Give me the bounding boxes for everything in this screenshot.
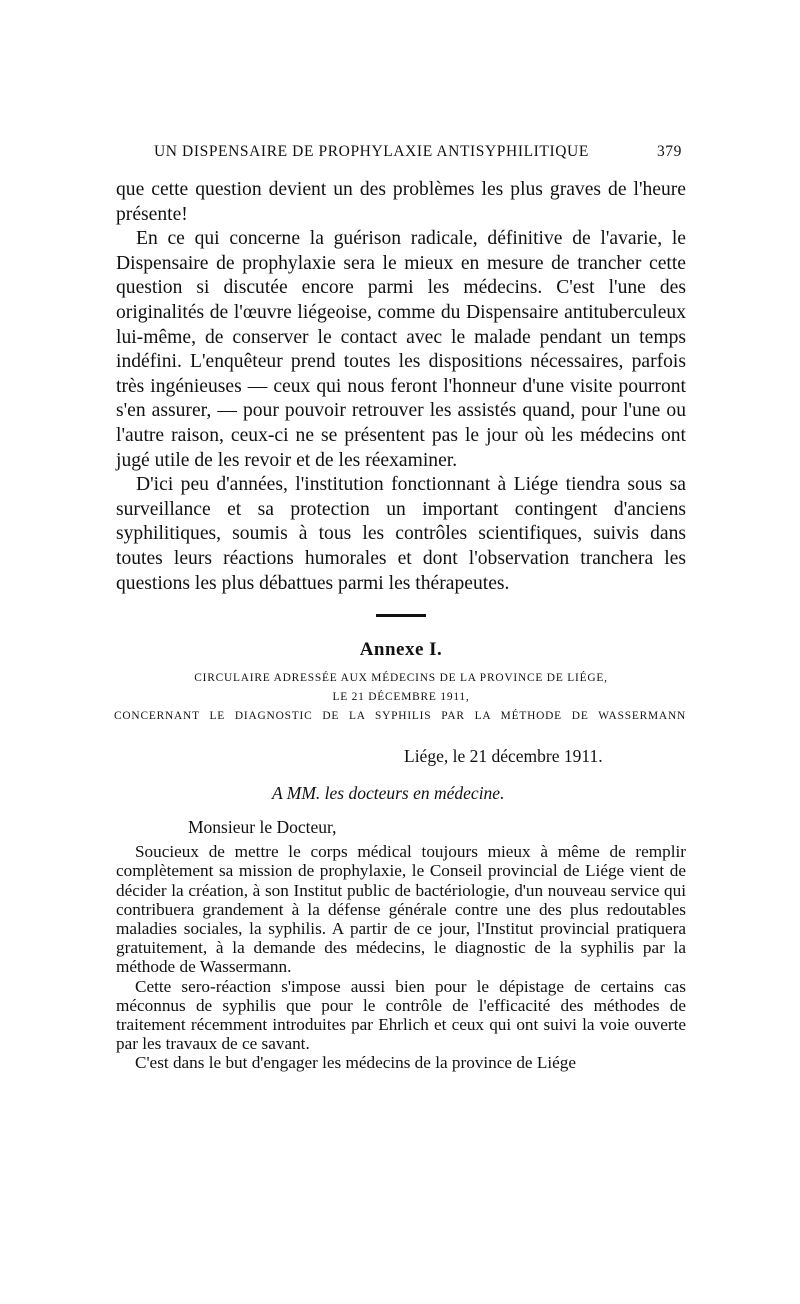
- letter-date: Liége, le 21 décembre 1911.: [404, 746, 603, 767]
- caption-line: CIRCULAIRE ADRESSÉE AUX MÉDECINS DE LA PROVINCE DE LIÉGE,: [194, 672, 608, 685]
- caption-line: CONCERNANT LE DIAGNOSTIC DE LA SYPHILIS PAR LA MÉTHODE DE WASSERMANN: [114, 710, 686, 723]
- paragraph: que cette question devient un des problèmes les plus graves de l'heure présente!: [116, 179, 686, 225]
- letter-salutation: Monsieur le Docteur,: [188, 817, 337, 838]
- annexe-caption: [116, 669, 686, 726]
- section-divider: [376, 614, 426, 617]
- caption-line: LE 21 DÉCEMBRE 1911,: [332, 691, 470, 704]
- letter-addressee: A MM. les docteurs en médecine.: [272, 783, 505, 804]
- letter-body: [116, 842, 686, 1072]
- letter-paragraph: Cette sero-réaction s'impose aussi bien pour le dépistage de certains cas méconnus de syphilis que pour le contrôle de l'efficacité des méthodes de traitement récemment introduites par Ehrlich et ceux qui ont suivi la voie ouverte par les travaux de ce savant.: [116, 976, 686, 1054]
- page-number: 379: [656, 143, 682, 160]
- paragraph: D'ici peu d'années, l'institution fonctionnant à Liége tiendra sous sa surveillance et sa protection un important contingent d'anciens syphilitiques, soumis à tous les contrôles scientifiques, suivis dans toutes leurs réactions humorales et dont l'observation tranchera les questions les plus débattues parmi les thérapeutes.: [116, 474, 686, 594]
- running-title: UN DISPENSAIRE DE PROPHYLAXIE ANTISYPHILITIQUE: [154, 143, 589, 160]
- book-page: [116, 140, 686, 1073]
- paragraph: En ce qui concerne la guérison radicale, définitive de l'avarie, le Dispensaire de prophylaxie sera le mieux en mesure de trancher cette question si discutée encore parmi les médecins. C'est l'une des originalités de l'œuvre liégeoise, comme du Dispensaire antituberculeux lui-même, de conserver le contact avec le malade pendant un temps indéfini. L'enquêteur prend toutes les dispositions nécessaires, parfois très ingénieuses — ceux qui nous feront l'honneur d'une visite pourront s'en assurer, — pour pouvoir retrouver les assistés quand, pour l'une ou l'autre raison, ceux-ci ne se présentent pas le jour où les médecins ont jugé utile de les revoir et de les réexaminer.: [116, 228, 686, 471]
- body-text: [116, 178, 686, 596]
- running-head: [116, 140, 686, 164]
- letter-paragraph: C'est dans le but d'engager les médecins de la province de Liége: [135, 1053, 576, 1073]
- annexe-heading: Annexe I.: [359, 639, 443, 661]
- letter-paragraph: Soucieux de mettre le corps médical toujours mieux à même de remplir complètement sa mission de prophylaxie, le Conseil provincial de Liége vient de décider la création, à son Institut public de bactériologie, d'un nouveau service qui contribuera grandement à la défense générale contre une des plus redoutables maladies sociales, la syphilis. A partir de ce jour, l'Institut provincial pratiquera gratuitement, à la demande des médecins, le diagnostic de la syphilis par la méthode de Wassermann.: [116, 842, 686, 977]
